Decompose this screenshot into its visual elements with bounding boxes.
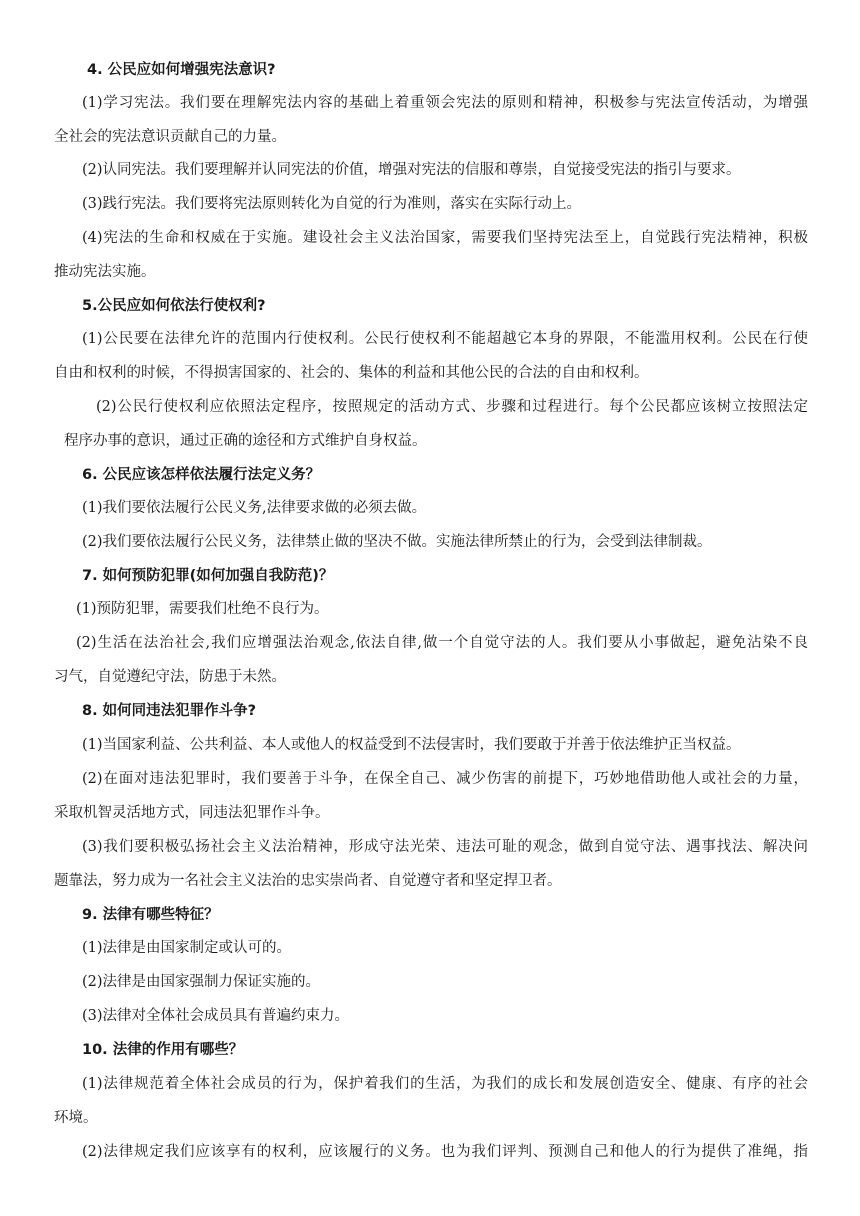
question-heading: 6. 公民应该怎样依法履行法定义务？ <box>82 467 321 483</box>
question-heading: 8. 如何同违法犯罪作斗争? <box>82 703 257 719</box>
paragraph-line: 自由和权利的时候，不得损害国家的、社会的、集体的利益和其他公民的合法的自由和权利。 <box>54 365 649 381</box>
question-heading: 4. 公民应如何增强宪法意识? <box>87 62 276 78</box>
paragraph-line: (2)认同宪法。我们要理解并认同宪法的价值，增强对宪法的信服和尊崇，自觉接受宪法的指引与要求。 <box>82 162 741 178</box>
paragraph-line: (3)法律对全体社会成员具有普遍约束力。 <box>82 1008 350 1024</box>
paragraph-line: (1)法律是由国家制定或认可的。 <box>82 940 292 956</box>
paragraph-line: (1)学习宪法。我们要在理解宪法内容的基础上着重领会宪法的原则和精神，积极参与宪法宣传活动，为增强 <box>82 95 808 111</box>
question-heading: 7. 如何预防犯罪(如何加强自我防范)？ <box>82 568 334 584</box>
paragraph-line: (2)法律是由国家强制力保证实施的。 <box>82 974 321 990</box>
question-heading: 10. 法律的作用有哪些？ <box>82 1042 244 1058</box>
paragraph-line: 推动宪法实施。 <box>54 264 156 280</box>
paragraph-line: (2)法律规定我们应该享有的权利，应该履行的义务。也为我们评判、预测自己和他人的行为提供了准绳，指 <box>82 1144 808 1160</box>
paragraph-line: (4)宪法的生命和权威在于实施。建设社会主义法治国家，需要我们坚持宪法至上，自觉践行宪法精神，积极 <box>82 230 808 246</box>
paragraph-line: (3)我们要积极弘扬社会主义法治精神，形成守法光荣、违法可耻的观念，做到自觉守法、遇事找法、解决问 <box>82 839 808 855</box>
paragraph-line: (1)公民要在法律允许的范围内行使权利。公民行使权利不能超越它本身的界限，不能滥用权利。公民在行使 <box>82 331 808 347</box>
paragraph-line: (2)公民行使权利应依照法定程序，按照规定的活动方式、步骤和过程进行。每个公民都应该树立按照法定 <box>96 399 808 415</box>
paragraph-line: (1)法律规范着全体社会成员的行为，保护着我们的生活，为我们的成长和发展创造安全、健康、有序的社会 <box>82 1076 808 1092</box>
paragraph-line: (2)生活在法治社会,我们应增强法治观念,依法自律,做一个自觉守法的人。我们要从小事做起，避免沾染不良 <box>76 635 808 651</box>
paragraph-line: (1)我们要依法履行公民义务,法律要求做的必须去做。 <box>82 500 427 516</box>
paragraph-line: 全社会的宪法意识贡献自己的力量。 <box>54 129 286 145</box>
question-heading: 5.公民应如何依法行使权利? <box>82 298 266 314</box>
paragraph-line: (1)预防犯罪，需要我们杜绝不良行为。 <box>76 601 329 617</box>
paragraph-line: (2)在面对违法犯罪时，我们要善于斗争，在保全自己、减少伤害的前提下，巧妙地借助他人或社会的力量， <box>82 771 808 787</box>
paragraph-line: (2)我们要依法履行公民义务，法律禁止做的坚决不做。实施法律所禁止的行为，会受到法律制裁。 <box>82 534 712 550</box>
paragraph-line: 程序办事的意识，通过正确的途径和方式维护自身权益。 <box>64 433 427 449</box>
paragraph-line: 题靠法，努力成为一名社会主义法治的忠实崇尚者、自觉遵守者和坚定捍卫者。 <box>54 873 562 889</box>
paragraph-line: 采取机智灵活地方式，同违法犯罪作斗争。 <box>54 805 330 821</box>
question-heading: 9. 法律有哪些特征？ <box>82 907 219 923</box>
paragraph-line: 环境。 <box>54 1110 98 1126</box>
paragraph-line: (1)当国家利益、公共利益、本人或他人的权益受到不法侵害时，我们要敢于并善于依法维护正当权益。 <box>82 737 741 753</box>
paragraph-line: (3)践行宪法。我们要将宪法原则转化为自觉的行为准则，落实在实际行动上。 <box>82 196 582 212</box>
paragraph-line: 习气，自觉遵纪守法，防患于未然。 <box>54 669 286 685</box>
